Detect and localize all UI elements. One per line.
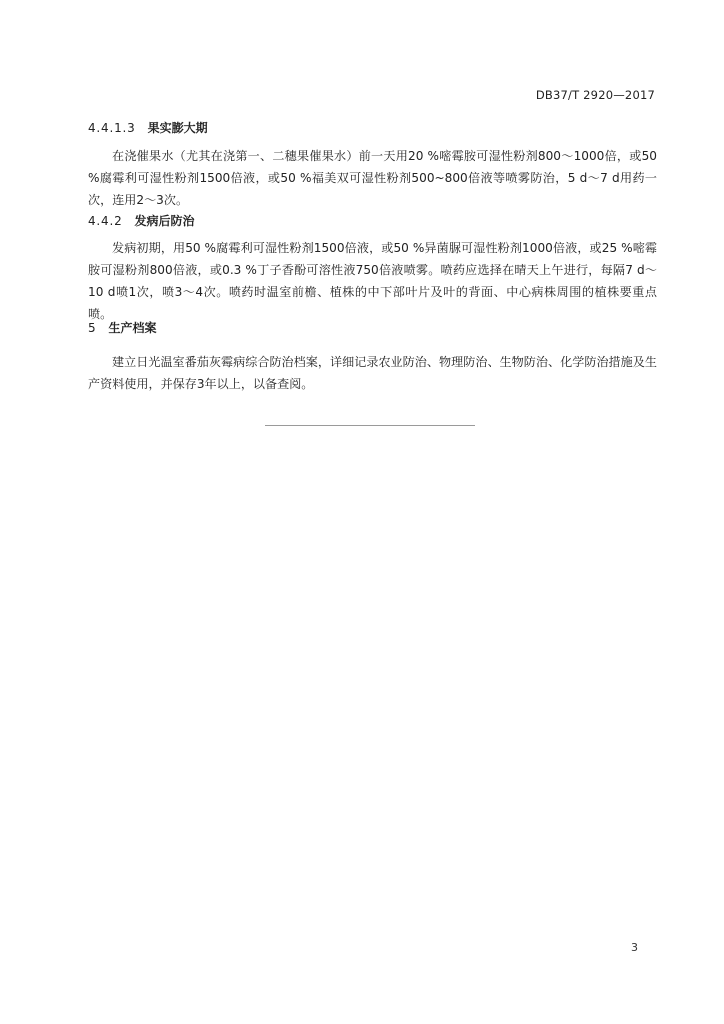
section-title: 果实膨大期 <box>147 121 208 135</box>
section-number: 4.4.1.3 <box>88 121 136 135</box>
section-title: 生产档案 <box>108 321 157 335</box>
document-end-rule <box>265 425 475 426</box>
section-heading-4-4-2 <box>88 212 195 229</box>
standard-code: DB37/T 2920—2017 <box>535 88 655 102</box>
section-number: 4.4.2 <box>88 214 123 228</box>
section-paragraph-4-4-1-3: 在浇催果水（尤其在浇第一、二穗果催果水）前一天用20 %嘧霉胺可湿性粉剂800～1000倍，或50 %腐霉利可湿性粉剂1500倍液，或50 %福美双可湿性粉剂500~800倍液等喷雾防治，5 d～7 d用药一次，连用2～3次。 <box>88 149 657 207</box>
section-number: 5 <box>88 321 97 335</box>
section-paragraph-5: 建立日光温室番茄灰霉病综合防治档案，详细记录农业防治、物理防治、生物防治、化学防治措施及生产资料使用，并保存3年以上，以备查阅。 <box>88 355 657 391</box>
section-title: 发病后防治 <box>134 214 195 228</box>
section-heading-4-4-1-3 <box>88 119 208 136</box>
section-heading-5 <box>88 319 156 336</box>
section-paragraph-4-4-2: 发病初期，用50 %腐霉利可湿性粉剂1500倍液，或50 %异菌脲可湿性粉剂1000倍液，或25 %嘧霉胺可湿粉剂800倍液，或0.3 %丁子香酚可溶性液750倍液喷雾。喷药应选择在晴天上午进行，每隔7 d～10 d喷1次，喷3～4次。喷药时温室前檐、植株的中下部叶片及叶的背面、中心病株周围的植株要重点喷。 <box>88 241 657 321</box>
page-number: 3 <box>631 941 638 954</box>
